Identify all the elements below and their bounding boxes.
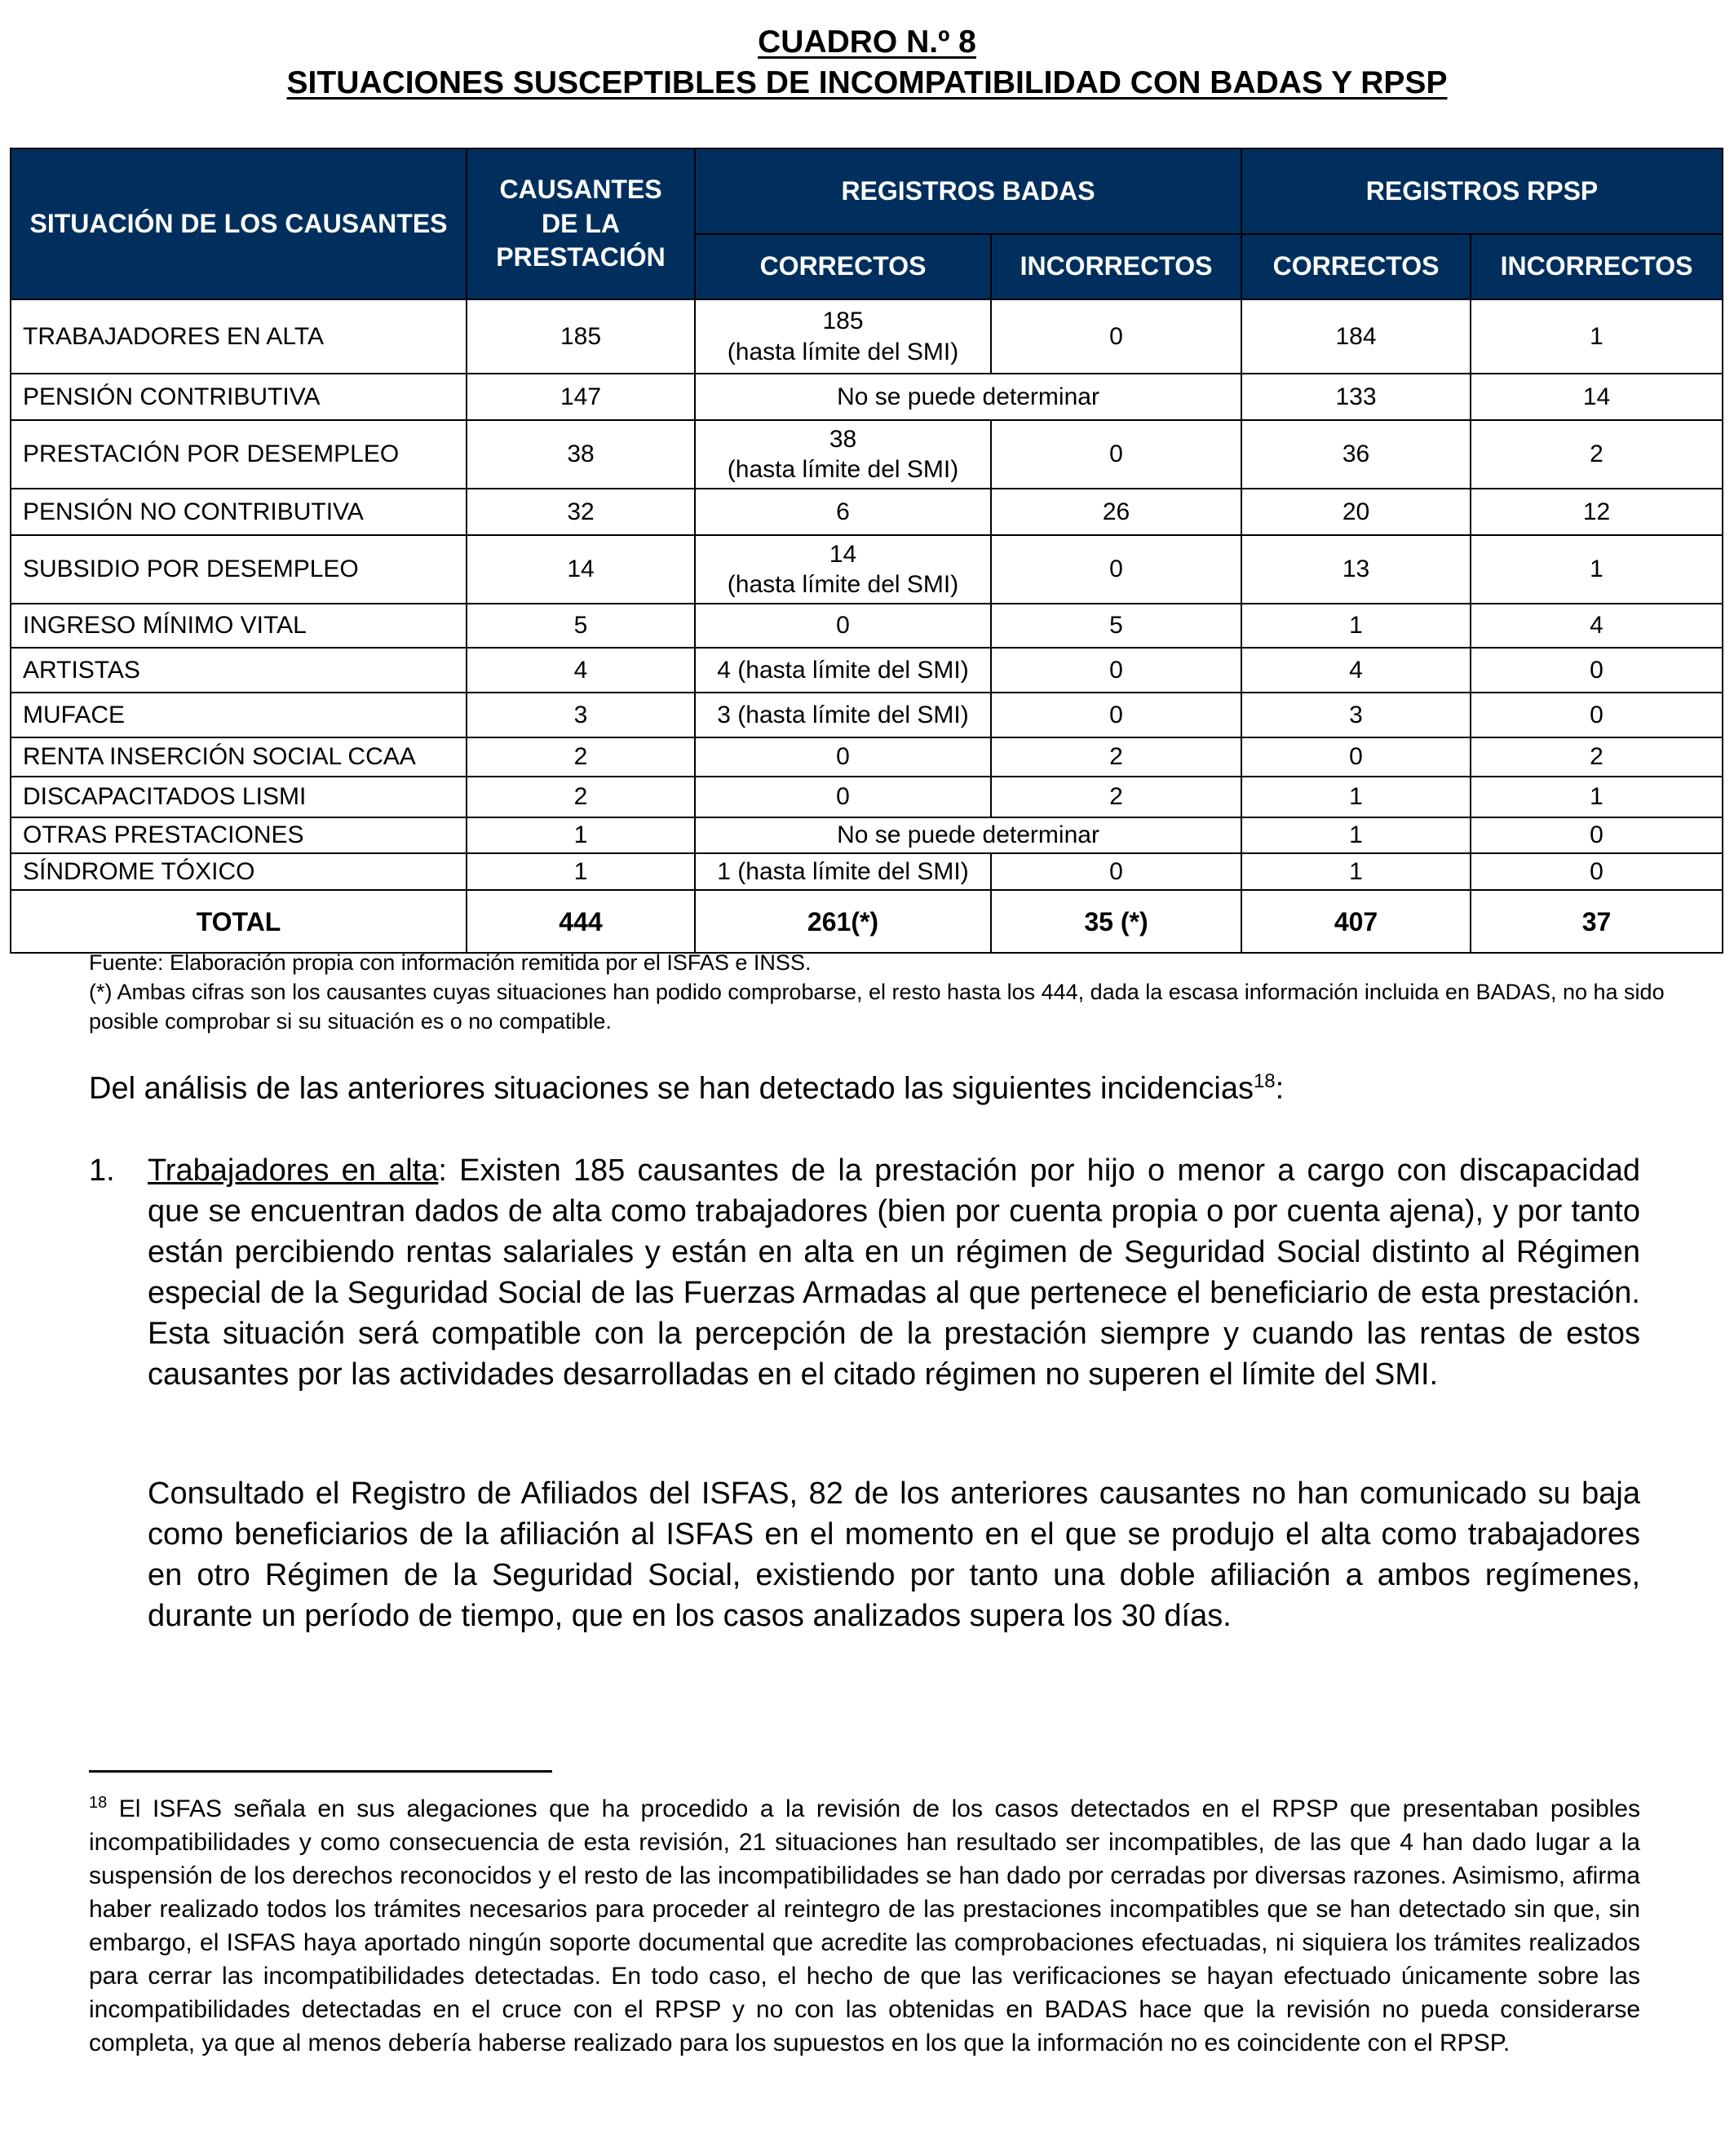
cell-causantes: 1 [467, 853, 695, 890]
cell-badas-incorrectos: 26 [991, 489, 1241, 535]
footnote-18 [89, 1786, 1640, 2060]
table-row [11, 299, 1723, 374]
row-label: RENTA INSERCIÓN SOCIAL CCAA [11, 737, 467, 777]
cell-badas-correctos: 3 (hasta límite del SMI) [695, 693, 991, 737]
paragraph-isfas-registry: Consultado el Registro de Afiliados del ISFAS, 82 de los anteriores causantes no han comunicado su baja como beneficiarios de la afiliación al ISFAS en el momento en el que se produjo el alta como trabajadores en otro Régimen de la Seguridad Social, existiendo por tanto una doble afiliación a ambos regímenes, durante un período de tiempo, que en los casos analizados supera los 30 días. [148, 1476, 1640, 1633]
table-row [11, 420, 1723, 489]
cell-rpsp-incorrectos: 2 [1471, 420, 1723, 489]
cell-rpsp-incorrectos: 0 [1471, 648, 1723, 693]
table-number-title: CUADRO N.º 8 [758, 24, 976, 60]
cell-rpsp-incorrectos: 0 [1471, 853, 1723, 890]
row-label: INGRESO MÍNIMO VITAL [11, 604, 467, 648]
cell-causantes: 38 [467, 420, 695, 489]
item-heading: Trabajadores en alta [148, 1153, 439, 1188]
header-badas-correctos: CORRECTOS [695, 234, 991, 299]
cell-badas-incorrectos: 0 [991, 648, 1241, 693]
footnote-text: El ISFAS señala en sus alegaciones que ha procedido a la revisión de los casos detectados en el RPSP que presentaban posibles incompatibilidades y como consecuencia de esta revisión, 21 situaciones han resultado ser incompatibles, de las que 4 han dado lugar a la suspensión de los derechos reconocidos y el resto de las incompatibilidades se han dado por cerradas por diversas razones. Asimismo, afirma haber realizado todos los trámites necesarios para proceder al reintegro de las prestaciones incompatibles que se han detectado sin que, sin embargo, el ISFAS haya aportado ningún soporte documental que acredite las comprobaciones efectuadas, ni siquiera los trámites realizados para cerrar las incompatibilidades detectadas. En todo caso, el hecho de que las verificaciones se hayan efectuado únicamente sobre las incompatibilidades detectadas en el cruce con el RPSP y no con las obtenidas en BADAS hace que la revisión no pueda considerarse completa, ya que al menos debería haberse realizado para los supuestos en los que la información no es coincidente con el RPSP. [89, 1795, 1640, 2056]
cell-badas-correctos: 6 [695, 489, 991, 535]
cell-rpsp-incorrectos: 14 [1471, 374, 1723, 420]
cell-rpsp-correctos: 20 [1241, 489, 1471, 535]
incompatibility-table [10, 148, 1723, 954]
row-label: SUBSIDIO POR DESEMPLEO [11, 535, 467, 604]
cell-rpsp-incorrectos: 0 [1471, 693, 1723, 737]
table-row [11, 737, 1723, 777]
table-row [11, 535, 1723, 604]
cell-badas-merged: No se puede determinar [695, 374, 1241, 420]
total-label: TOTAL [11, 890, 467, 953]
cell-rpsp-correctos: 4 [1241, 648, 1471, 693]
source-note: Fuente: Elaboración propia con información remitida por el ISFAS e INSS. [89, 950, 812, 975]
header-registros-rpsp: REGISTROS RPSP [1241, 148, 1723, 234]
cell-badas-correctos: 4 (hasta límite del SMI) [695, 648, 991, 693]
table-row [11, 777, 1723, 817]
cell-rpsp-incorrectos: 12 [1471, 489, 1723, 535]
total-rpsp-incorrectos: 37 [1471, 890, 1723, 953]
table-row [11, 693, 1723, 737]
header-rpsp-correctos: CORRECTOS [1241, 234, 1471, 299]
cell-badas-correctos: 38 (hasta límite del SMI) [695, 420, 991, 489]
cell-causantes: 1 [467, 817, 695, 853]
cell-badas-incorrectos: 0 [991, 853, 1241, 890]
cell-rpsp-correctos: 13 [1241, 535, 1471, 604]
cell-causantes: 2 [467, 777, 695, 817]
row-label: PRESTACIÓN POR DESEMPLEO [11, 420, 467, 489]
cell-rpsp-incorrectos: 2 [1471, 737, 1723, 777]
intro-paragraph: Del análisis de las anteriores situaciones se han detectado las siguientes incidencias$^{18}$: [89, 1070, 1285, 1106]
cell-rpsp-correctos: 0 [1241, 737, 1471, 777]
cell-causantes: 2 [467, 737, 695, 777]
cell-rpsp-incorrectos: 0 [1471, 817, 1723, 853]
total-badas-correctos: 261(*) [695, 890, 991, 953]
cell-badas-correctos: 1 (hasta límite del SMI) [695, 853, 991, 890]
footnote-separator [89, 1770, 552, 1773]
cell-rpsp-incorrectos: 1 [1471, 777, 1723, 817]
cell-rpsp-incorrectos: 4 [1471, 604, 1723, 648]
table-total-row [11, 890, 1723, 953]
cell-badas-incorrectos: 0 [991, 535, 1241, 604]
cell-rpsp-correctos: 184 [1241, 299, 1471, 374]
cell-rpsp-correctos: 133 [1241, 374, 1471, 420]
table-row [11, 489, 1723, 535]
cell-rpsp-correctos: 36 [1241, 420, 1471, 489]
cell-badas-incorrectos: 0 [991, 299, 1241, 374]
cell-badas-correctos: 0 [695, 777, 991, 817]
total-causantes: 444 [467, 890, 695, 953]
row-label: DISCAPACITADOS LISMI [11, 777, 467, 817]
cell-badas-incorrectos: 0 [991, 420, 1241, 489]
cell-rpsp-incorrectos: 1 [1471, 535, 1723, 604]
cell-badas-correctos: 185 (hasta límite del SMI) [695, 299, 991, 374]
cell-causantes: 14 [467, 535, 695, 604]
cell-badas-incorrectos: 2 [991, 777, 1241, 817]
footnote-ref[interactable]: 18 [1253, 1070, 1276, 1092]
header-causantes: CAUSANTES DE LA PRESTACIÓN [467, 148, 695, 299]
asterisk-note: (*) Ambas cifras son los causantes cuyas situaciones han podido comprobarse, el resto hasta los 444, dada la escasa información incluida en BADAS, no ha sido posible comprobar si su situación es o no compatible. [89, 980, 1665, 1034]
row-label: ARTISTAS [11, 648, 467, 693]
table-row [11, 853, 1723, 890]
cell-rpsp-correctos: 1 [1241, 777, 1471, 817]
row-label: TRABAJADORES EN ALTA [11, 299, 467, 374]
footnote-number: 18 [89, 1794, 108, 1812]
total-badas-incorrectos: 35 (*) [991, 890, 1241, 953]
header-rpsp-incorrectos: INCORRECTOS [1471, 234, 1723, 299]
table-row [11, 374, 1723, 420]
cell-rpsp-correctos: 1 [1241, 604, 1471, 648]
total-rpsp-correctos: 407 [1241, 890, 1471, 953]
cell-badas-merged: No se puede determinar [695, 817, 1241, 853]
cell-badas-incorrectos: 0 [991, 693, 1241, 737]
row-label: OTRAS PRESTACIONES [11, 817, 467, 853]
row-label: MUFACE [11, 693, 467, 737]
cell-causantes: 4 [467, 648, 695, 693]
table-row [11, 648, 1723, 693]
row-label: PENSIÓN NO CONTRIBUTIVA [11, 489, 467, 535]
table-row [11, 604, 1723, 648]
cell-rpsp-correctos: 1 [1241, 817, 1471, 853]
header-situacion: SITUACIÓN DE LOS CAUSANTES [11, 148, 467, 299]
cell-badas-incorrectos: 2 [991, 737, 1241, 777]
item-text: : Existen 185 causantes de la prestación por hijo o menor a cargo con discapacidad que se encuentran dados de alta como trabajadores (bien por cuenta propia o por cuenta ajena), y por tanto están percibiendo rentas salariales y están en alta en un régimen de Seguridad Social distinto al Régimen especial de la Seguridad Social de las Fuerzas Armadas al que pertenece el beneficiario de esta prestación. Esta situación será compatible con la percepción de la prestación siempre y cuando las rentas de estos causantes por las actividades desarrolladas en el citado régimen no superen el límite del SMI. [148, 1153, 1641, 1392]
cell-rpsp-correctos: 1 [1241, 853, 1471, 890]
header-registros-badas: REGISTROS BADAS [695, 148, 1241, 234]
list-item-1 [89, 1150, 1640, 1395]
cell-causantes: 185 [467, 299, 695, 374]
cell-causantes: 147 [467, 374, 695, 420]
cell-causantes: 32 [467, 489, 695, 535]
cell-badas-correctos: 14 (hasta límite del SMI) [695, 535, 991, 604]
header-badas-incorrectos: INCORRECTOS [991, 234, 1241, 299]
table-notes [89, 948, 1712, 1036]
cell-badas-correctos: 0 [695, 737, 991, 777]
table-row [11, 817, 1723, 853]
list-number: 1. [89, 1153, 115, 1188]
cell-causantes: 5 [467, 604, 695, 648]
row-label: SÍNDROME TÓXICO [11, 853, 467, 890]
cell-rpsp-incorrectos: 1 [1471, 299, 1723, 374]
cell-badas-incorrectos: 5 [991, 604, 1241, 648]
cell-badas-correctos: 0 [695, 604, 991, 648]
row-label: PENSIÓN CONTRIBUTIVA [11, 374, 467, 420]
cell-causantes: 3 [467, 693, 695, 737]
cell-rpsp-correctos: 3 [1241, 693, 1471, 737]
table-title: SITUACIONES SUSCEPTIBLES DE INCOMPATIBILIDAD CON BADAS Y RPSP [286, 65, 1448, 100]
